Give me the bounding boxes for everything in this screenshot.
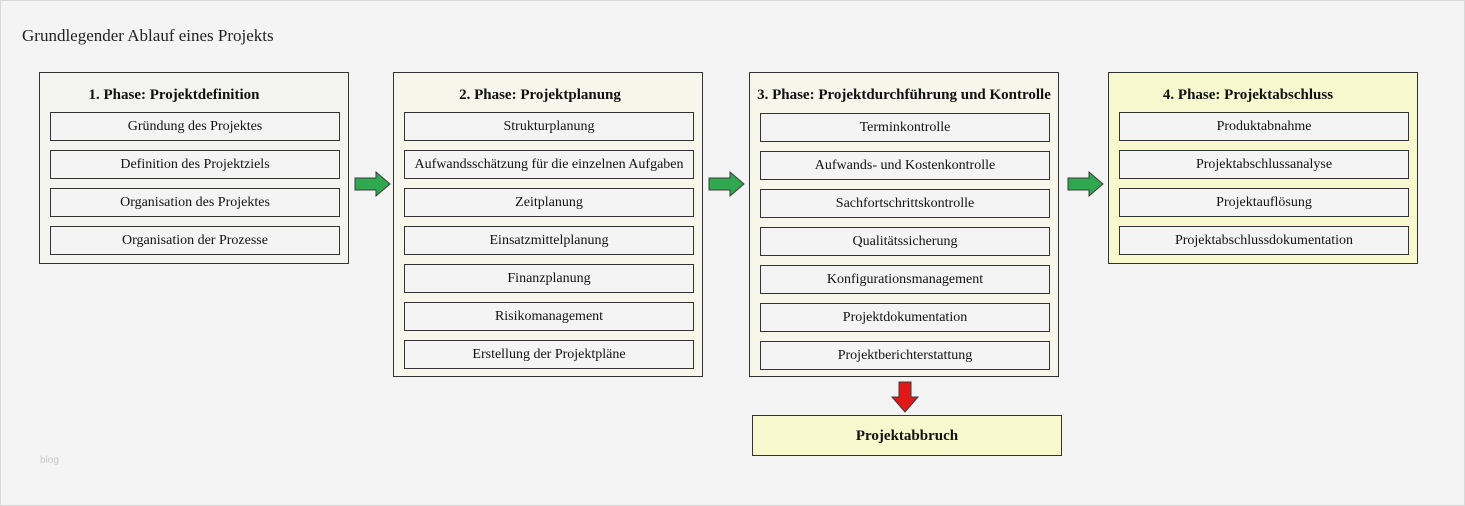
right-arrow-icon <box>1067 171 1105 197</box>
phase-3-step: Konfigurationsmanagement <box>760 265 1050 294</box>
phase-1-box <box>39 72 349 264</box>
phase-4-title: 4. Phase: Projektabschluss <box>1162 87 1334 103</box>
phase-2-step: Einsatzmittelplanung <box>404 226 694 255</box>
phase-1-title: 1. Phase: Projektdefinition <box>88 87 260 103</box>
phase-2-box <box>393 72 703 377</box>
phase-3-step: Terminkontrolle <box>760 113 1050 142</box>
phase-1-step: Gründung des Projektes <box>50 112 340 141</box>
phase-3-step: Qualitätssicherung <box>760 227 1050 256</box>
watermark-text: blog <box>40 455 59 466</box>
phase-2-step: Finanzplanung <box>404 264 694 293</box>
phase-3-title: 3. Phase: Projektdurchführung und Kontrolle <box>757 87 1051 103</box>
diagram-title: Grundlegender Ablauf eines Projekts <box>22 26 274 45</box>
right-arrow-icon <box>354 171 392 197</box>
phase-2-step: Zeitplanung <box>404 188 694 217</box>
phase-1-step: Organisation des Projektes <box>50 188 340 217</box>
phase-4-box <box>1108 72 1418 264</box>
phase-4-step: Projektauflösung <box>1119 188 1409 217</box>
phase-2-step: Erstellung der Projektpläne <box>404 340 694 369</box>
phase-4-step: Produktabnahme <box>1119 112 1409 141</box>
phase-1-step: Definition des Projektziels <box>50 150 340 179</box>
phase-3-step: Aufwands- und Kostenkontrolle <box>760 151 1050 180</box>
phase-4-step: Projektabschlussdokumentation <box>1119 226 1409 255</box>
phase-3-step: Projektberichterstattung <box>760 341 1050 370</box>
phase-2-step: Aufwandsschätzung für die einzelnen Aufgaben <box>404 150 694 179</box>
phase-2-step: Risikomanagement <box>404 302 694 331</box>
down-arrow-icon <box>891 381 919 413</box>
abort-box: Projektabbruch <box>752 415 1062 456</box>
phase-2-step: Strukturplanung <box>404 112 694 141</box>
phase-2-title: 2. Phase: Projektplanung <box>459 87 621 103</box>
right-arrow-icon <box>708 171 746 197</box>
phase-3-box <box>749 72 1059 377</box>
phase-1-step: Organisation der Prozesse <box>50 226 340 255</box>
phase-4-step: Projektabschlussanalyse <box>1119 150 1409 179</box>
phase-3-step: Projektdokumentation <box>760 303 1050 332</box>
phase-3-step: Sachfortschrittskontrolle <box>760 189 1050 218</box>
